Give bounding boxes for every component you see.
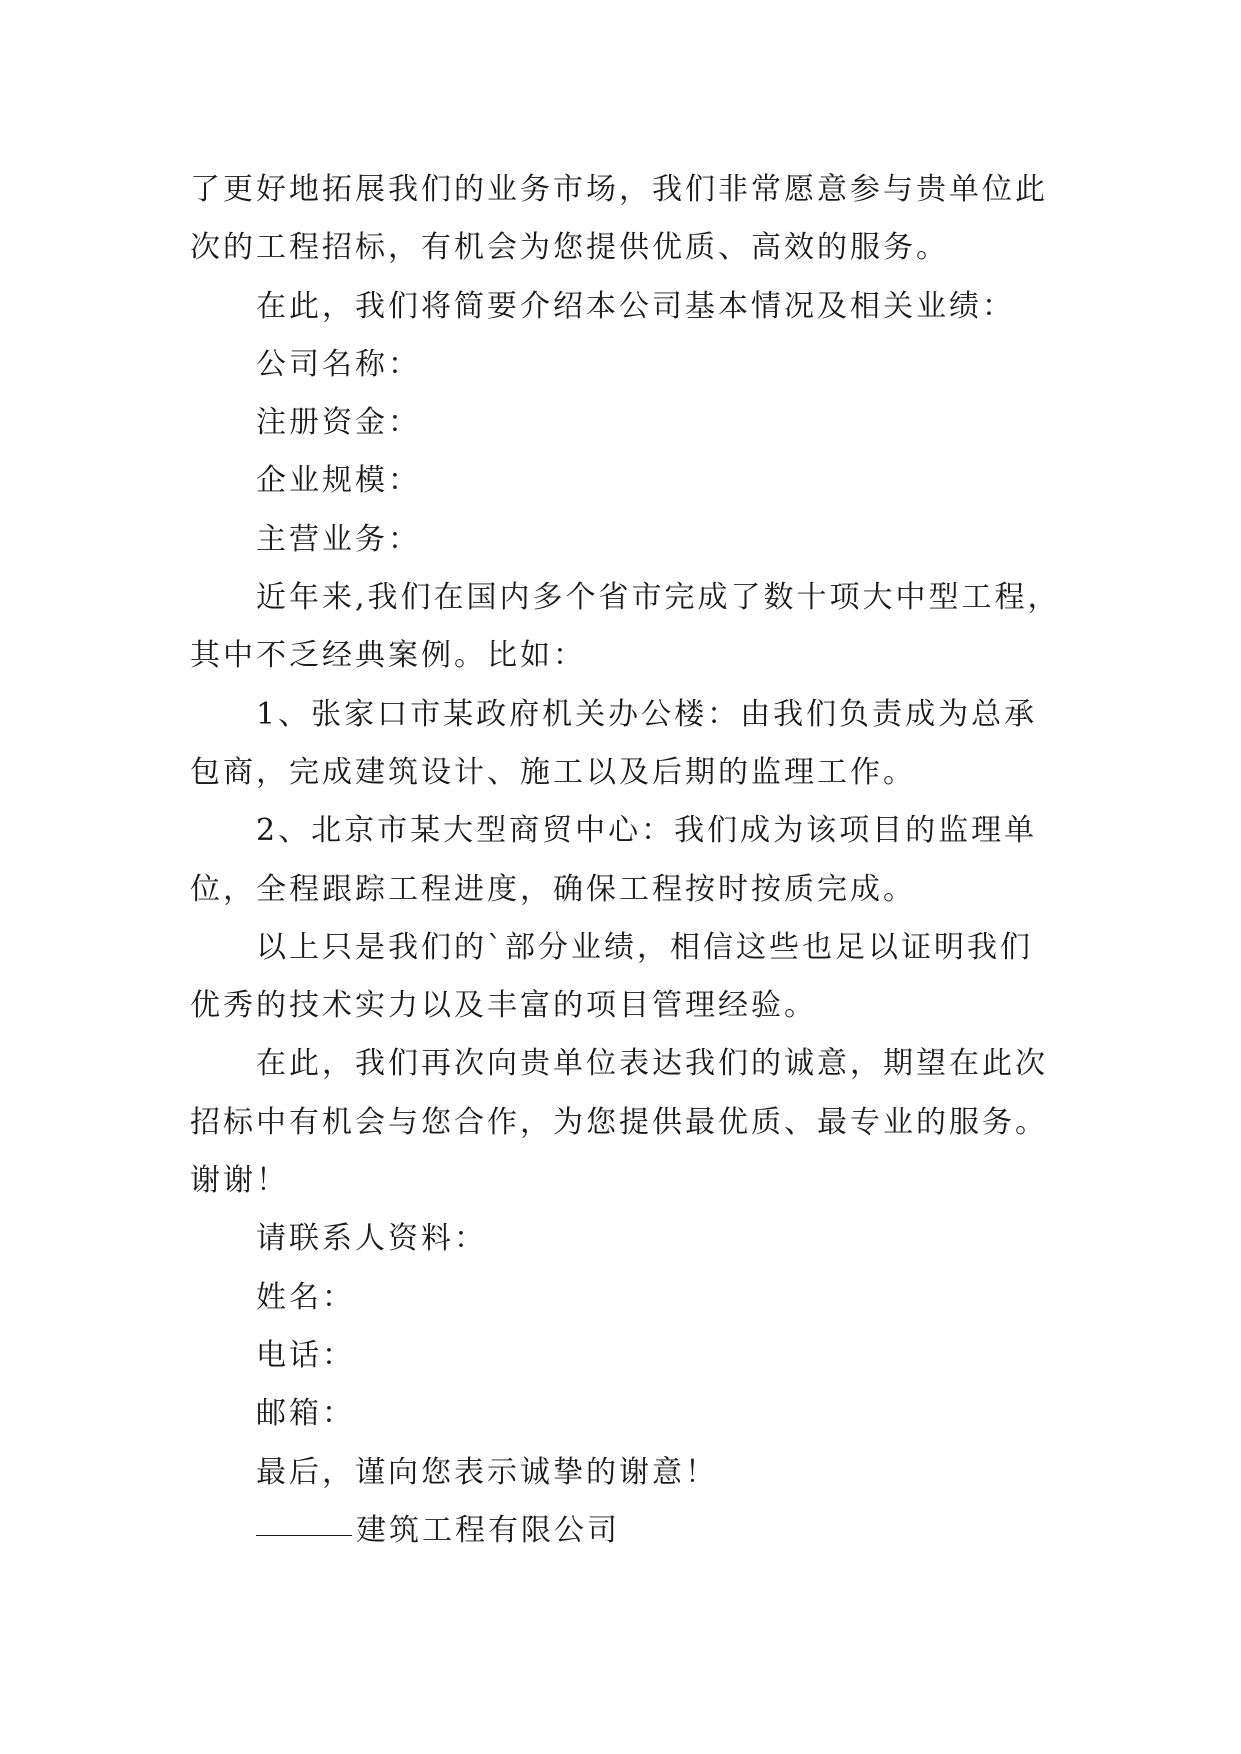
paragraph-line: 谢谢！ [190, 1163, 289, 1199]
main-business-label: 主营业务： [256, 521, 421, 557]
case-item-2: 2、北京市某大型商贸中心：我们成为该项目的监理单 [256, 813, 1038, 849]
paragraph-line: 在此，我们再次向贵单位表达我们的诚意，期望在此次 [256, 1046, 1048, 1082]
paragraph-line: 包商，完成建筑设计、施工以及后期的监理工作。 [190, 754, 916, 790]
contact-name-label: 姓名： [256, 1279, 355, 1315]
closing-line: 最后，谨向您表示诚挚的谢意！ [256, 1454, 718, 1490]
case-item-1: 1、张家口市某政府机关办公楼：由我们负责成为总承 [256, 696, 1038, 732]
paragraph-line: 以上只是我们的`部分业绩，相信这些也足以证明我们 [256, 929, 1033, 965]
paragraph-line: 其中不乏经典案例。比如： [190, 638, 586, 674]
paragraph-line: 位，全程跟踪工程进度，确保工程按时按质完成。 [190, 871, 916, 907]
paragraph-line: 了更好地拓展我们的业务市场，我们非常愿意参与贵单位此 [190, 172, 1048, 207]
signature-company: 建筑工程有限公司 [356, 1512, 620, 1548]
company-scale-label: 企业规模： [256, 463, 421, 499]
paragraph-line: 次的工程招标，有机会为您提供优质、高效的服务。 [190, 230, 949, 266]
contact-info-heading: 请联系人资料： [256, 1221, 487, 1257]
paragraph-line: 在此，我们将简要介绍本公司基本情况及相关业绩： [256, 288, 1015, 324]
paragraph-line: 招标中有机会与您合作，为您提供最优质、最专业的服务。 [190, 1104, 1048, 1140]
company-name-label: 公司名称： [256, 346, 421, 382]
paragraph-line: 优秀的技术实力以及丰富的项目管理经验。 [190, 988, 817, 1024]
contact-email-label: 邮箱： [256, 1396, 355, 1432]
document-body [190, 161, 1070, 1560]
signature-line [190, 1502, 1070, 1560]
paragraph-line: 近年来,我们在国内多个省市完成了数十项大中型工程， [256, 580, 1061, 616]
signature-blank [256, 1533, 352, 1536]
registered-capital-label: 注册资金： [256, 405, 421, 441]
contact-phone-label: 电话： [256, 1337, 355, 1373]
